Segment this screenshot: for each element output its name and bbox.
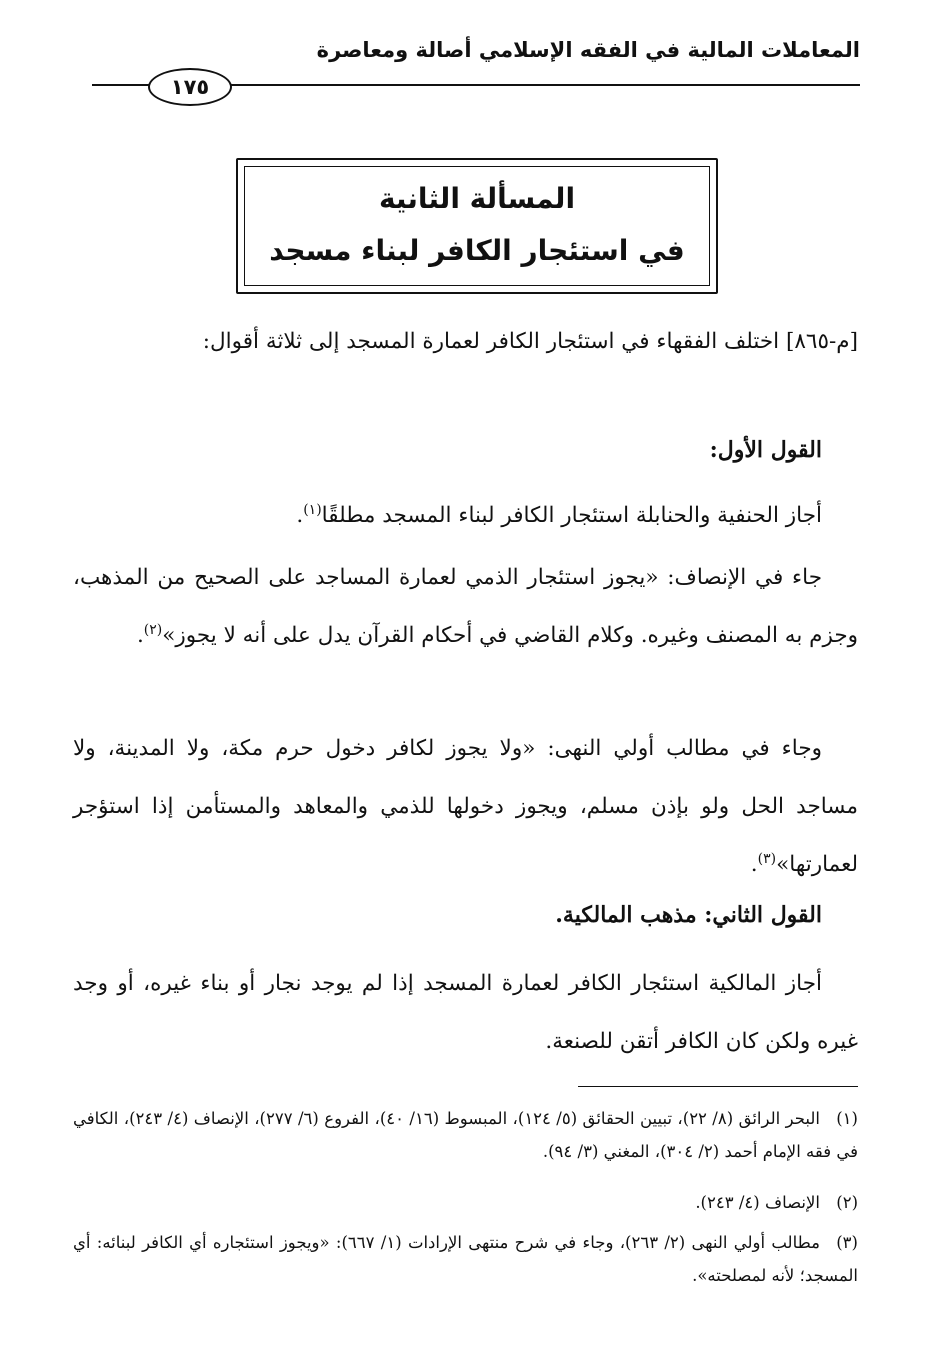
- section-title: المسألة الثانية: [378, 182, 576, 215]
- footnote-text: الإنصاف (٤/ ٢٤٣).: [695, 1193, 820, 1212]
- section-subtitle: في استئجار الكافر لبناء مسجد: [269, 234, 685, 267]
- footnote-ref-1[interactable]: (١): [303, 501, 322, 518]
- footnote-text: البحر الرائق (٨/ ٢٢)، تبيين الحقائق (٥/ ١٢٤)، المبسوط (١٦/ ٤٠)، الفروع (٦/ ٢٧٧)، الإنصاف (٤/ ٢٤٣)، الكافي في فقه الإمام أحمد (٢/ ٣٠٤)، المغني (٣/ ٩٤).: [73, 1109, 858, 1161]
- section-title-box: [236, 158, 718, 294]
- paragraph-intro-text: [م-٨٦٥] اختلف الفقهاء في استئجار الكافر لعمارة المسجد إلى ثلاثة أقوال:: [202, 329, 858, 354]
- page-number: ١٧٥: [148, 68, 232, 106]
- footnote-2: [73, 1186, 858, 1219]
- footnote-ref-2[interactable]: (٢): [143, 621, 163, 638]
- heading-first-opinion: القول الأول:: [709, 437, 822, 463]
- paragraph-end: .: [750, 852, 758, 877]
- paragraph-insaf-quote: [73, 549, 858, 665]
- paragraph-end: .: [296, 503, 304, 528]
- footnote-3: [73, 1226, 858, 1292]
- paragraph-text: أجاز المالكية استئجار الكافر لعمارة المسجد إذا لم يوجد نجار أو بناء غيره، أو وجد غيره ولكن كان الكافر أتقن للصنعة.: [73, 971, 858, 1054]
- paragraph-text: جاء في الإنصاف: «يجوز استئجار الذمي لعمارة المساجد على الصحيح من المذهب، وجزم به المصنف وغيره. وكلام القاضي في أحكام القرآن يدل على أنه لا يجوز»: [73, 565, 858, 648]
- paragraph-text: أجاز الحنفية والحنابلة استئجار الكافر لبناء المسجد مطلقًا: [321, 503, 822, 528]
- footnote-number: (٣): [836, 1233, 858, 1252]
- paragraph-text: وجاء في مطالب أولي النهى: «ولا يجوز لكافر دخول حرم مكة، ولا المدينة، ولا مساجد الحل ولو بإذن مسلم، ويجوز دخولها للذمي والمعاهد والمستأمن إذا استؤجر لعمارتها»: [73, 736, 858, 877]
- paragraph-second-opinion: [73, 955, 858, 1071]
- heading-second-opinion: القول الثاني: مذهب المالكية.: [555, 902, 822, 928]
- footnote-1: [73, 1102, 858, 1168]
- paragraph-end: .: [136, 623, 144, 648]
- footnote-number: (٢): [836, 1193, 858, 1212]
- paragraph-matalib-quote: [73, 720, 858, 894]
- footnote-text: مطالب أولي النهى (٢/ ٢٦٣)، وجاء في شرح منتهى الإرادات (١/ ٦٦٧): «ويجوز استئجاره أي الكافر لبنائه: أي المسجد؛ لأنه لمصلحته».: [73, 1233, 858, 1285]
- footnote-separator: [578, 1086, 858, 1087]
- paragraph-intro: [73, 313, 858, 371]
- running-header: المعاملات المالية في الفقه الإسلامي أصالة ومعاصرة: [316, 38, 860, 62]
- footnote-number: (١): [836, 1109, 858, 1128]
- footnote-ref-3[interactable]: (٣): [757, 850, 777, 867]
- paragraph-first-opinion: [72, 487, 822, 545]
